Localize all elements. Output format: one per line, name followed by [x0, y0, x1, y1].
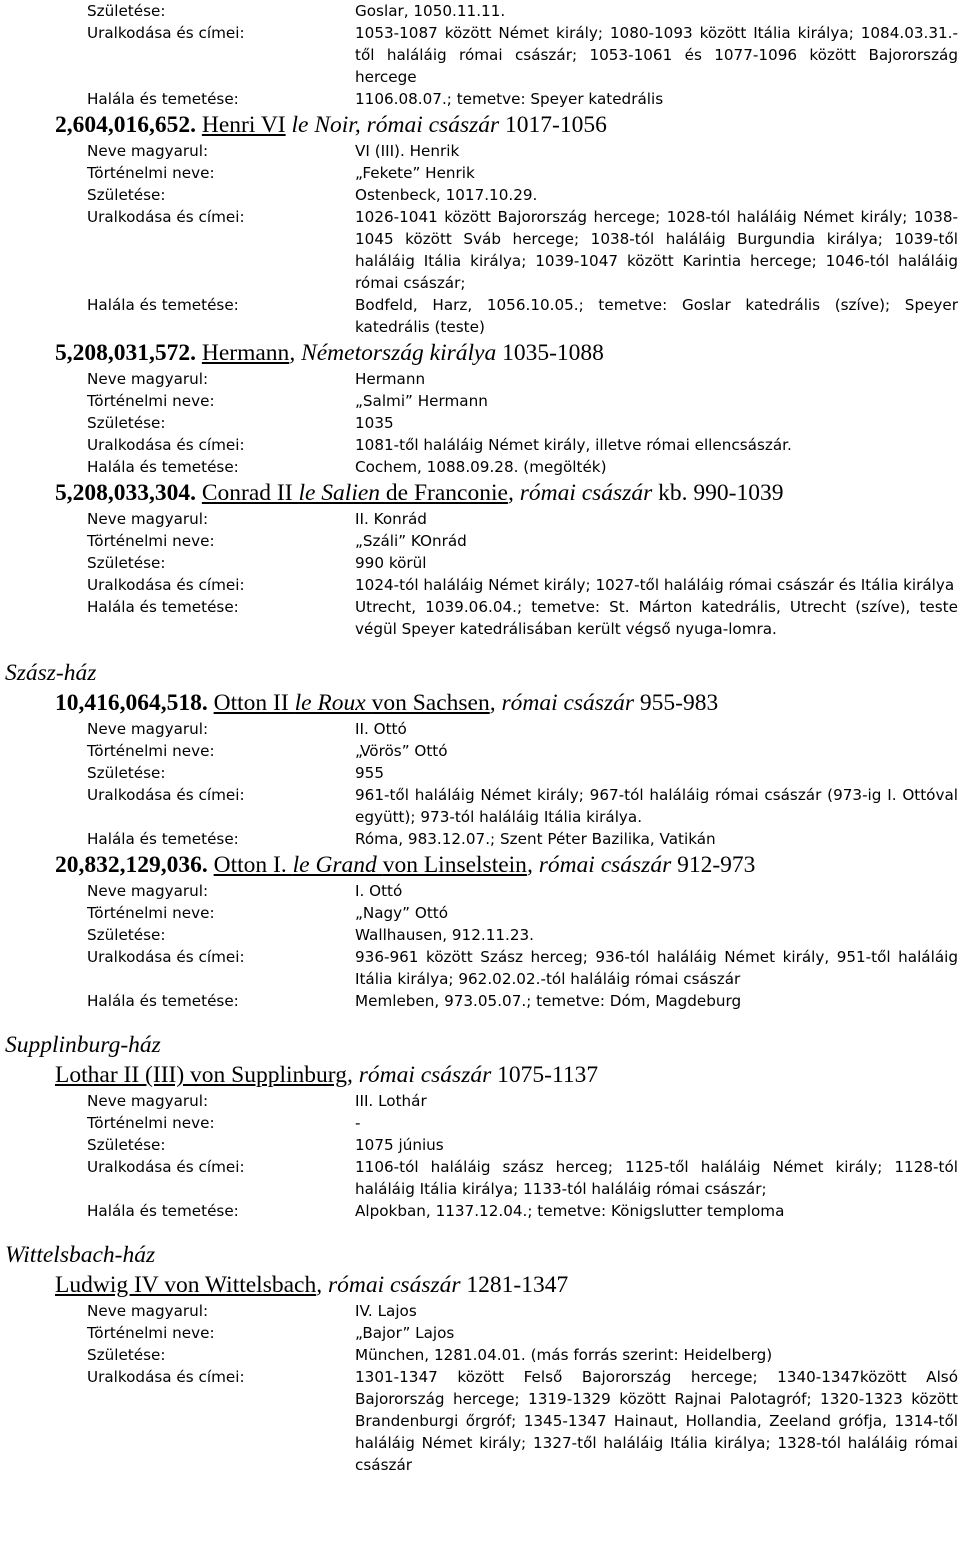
field-row [0, 552, 960, 574]
field-value: 1106-tól haláláig szász herceg; 1125-től haláláig Német király; 1128-tól haláláig Itália királya; 1133-tól haláláig római császár; [355, 1158, 958, 1198]
house-heading: Szász-ház [5, 660, 97, 686]
person-number: 5,208,031,572. [55, 340, 196, 366]
field-value: - [355, 1114, 361, 1132]
person-epithet: le Salien [298, 480, 386, 506]
field-value: I. Ottó [355, 882, 403, 900]
field-label: Neve magyarul: [87, 142, 209, 160]
field-label: Történelmi neve: [87, 904, 215, 922]
person-block [0, 478, 960, 640]
person-name-part: Conrad II [201, 480, 299, 506]
field-row [0, 530, 960, 552]
field-value: „Száli” KOnrád [355, 532, 467, 550]
field-label: Történelmi neve: [87, 742, 215, 760]
person-number: 20,832,129,036. [55, 852, 208, 878]
field-label: Neve magyarul: [87, 370, 209, 388]
field-value: 990 körül [355, 554, 427, 572]
field-label: Neve magyarul: [87, 1092, 209, 1110]
person-name-rest: de Franconie [385, 480, 508, 506]
field-row [0, 456, 960, 478]
field-label: Halála és temetése: [87, 992, 239, 1010]
field-value: 1026-1041 között Bajorország hercege; 1028-tól haláláig Német király; 1038-1045 között Sváb hercege; 1038-tól haláláig Burgundia királya; 1039-től haláláig Itália királya; 1039-1047 között Karintia hercege; 1046-tól haláláig római császár; [355, 208, 958, 292]
spacer [0, 1012, 960, 1030]
field-row [0, 924, 960, 946]
person-years: 1035-1088 [496, 340, 604, 366]
field-value: „Salmi” Hermann [355, 392, 488, 410]
field-row [0, 990, 960, 1012]
field-row [0, 1112, 960, 1134]
field-row [0, 508, 960, 530]
field-value: Goslar, 1050.11.11. [355, 2, 506, 20]
field-label: Születése: [87, 764, 166, 782]
field-row [0, 762, 960, 784]
field-value: 1075 június [355, 1136, 444, 1154]
person-title: , római császár [489, 690, 634, 716]
field-value: 1106.08.07.; temetve: Speyer katedrális [355, 90, 664, 108]
field-value: 1301-1347 között Felső Bajorország hercege; 1340-1347között Alsó Bajorország hercege; 1319-1329 között Rajnai Palotagróf; 1320-1323 között Brandenburgi őrgróf; 1345-1347 Hainaut, Hollandia, Zeeland grófja, 1314-től haláláig Német király; 1327-től haláláig Itália királya; 1328-tól haláláig római császár [355, 1368, 958, 1474]
person-block-top [0, 0, 960, 110]
person-years: kb. 990-1039 [652, 480, 784, 506]
person-name-part: Otton I. [213, 852, 293, 878]
field-row [0, 902, 960, 924]
field-value: „Nagy” Ottó [355, 904, 449, 922]
field-value: 955 [355, 764, 384, 782]
field-label: Születése: [87, 414, 166, 432]
person-name-link[interactable]: Henri VI [201, 112, 286, 138]
field-value: II. Konrád [355, 510, 427, 528]
field-label: Születése: [87, 926, 166, 944]
field-label: Uralkodása és címei: [87, 1368, 245, 1386]
field-row [0, 718, 960, 740]
person-heading [0, 688, 960, 718]
field-label: Születése: [87, 554, 166, 572]
person-title: , római császár [346, 1062, 492, 1088]
field-row [0, 828, 960, 850]
field-row [0, 390, 960, 412]
person-title: , római császár [507, 480, 653, 506]
field-value: „Bajor” Lajos [355, 1324, 455, 1342]
person-name-link[interactable] [214, 690, 490, 716]
person-block [0, 850, 960, 1012]
field-label: Halála és temetése: [87, 296, 239, 314]
field-value: Cochem, 1088.09.28. (megölték) [355, 458, 607, 476]
person-years: 1017-1056 [499, 112, 607, 138]
field-row [0, 1134, 960, 1156]
person-years: 912-973 [671, 852, 756, 878]
field-label: Uralkodása és címei: [87, 948, 245, 966]
field-label: Uralkodása és címei: [87, 786, 245, 804]
field-value: Róma, 983.12.07.; Szent Péter Bazilika, Vatikán [355, 830, 716, 848]
field-label: Születése: [87, 186, 166, 204]
field-value: Alpokban, 1137.12.04.; temetve: Königslutter temploma [355, 1202, 785, 1220]
field-row [0, 784, 960, 828]
field-label: Halála és temetése: [87, 830, 239, 848]
field-value: 936-961 között Szász herceg; 936-tól haláláig Német király, 951-től haláláig Itália királya; 962.02.02.-tól haláláig római császár [355, 948, 958, 988]
field-label: Történelmi neve: [87, 392, 215, 410]
field-value: Utrecht, 1039.06.04.; temetve: St. Márton katedrális, Utrecht (szíve), teste végül Speyer katedrálisában került végső nyuga-lomra. [355, 598, 958, 638]
field-label: Halála és temetése: [87, 458, 239, 476]
person-years: 1075-1137 [491, 1062, 599, 1088]
field-row [0, 434, 960, 456]
field-value: IV. Lajos [355, 1302, 417, 1320]
person-title: , Németország királya [289, 340, 497, 366]
field-value: Bodfeld, Harz, 1056.10.05.; temetve: Goslar katedrális (szíve); Speyer katedrális (teste) [355, 296, 958, 336]
field-value: 1024-tól haláláig Német király; 1027-től haláláig római császár és Itália királya [355, 576, 955, 594]
field-label: Uralkodása és címei: [87, 208, 245, 226]
field-label: Uralkodása és címei: [87, 1158, 245, 1176]
field-value: II. Ottó [355, 720, 407, 738]
field-row [0, 294, 960, 338]
person-name-link[interactable]: Ludwig IV von Wittelsbach [55, 1272, 317, 1298]
person-name-link[interactable] [214, 852, 527, 878]
field-row [0, 946, 960, 990]
field-row [0, 140, 960, 162]
person-title: , római császár [526, 852, 672, 878]
field-label: Halála és temetése: [87, 1202, 239, 1220]
field-row [0, 162, 960, 184]
person-epithet: le Roux [294, 690, 372, 716]
field-label: Uralkodása és címei: [87, 436, 245, 454]
person-name-link[interactable] [202, 480, 508, 506]
field-row [0, 1156, 960, 1200]
field-value: Wallhausen, 912.11.23. [355, 926, 535, 944]
field-value: „Fekete” Henrik [355, 164, 475, 182]
field-row [0, 0, 960, 22]
person-name-rest: von Linselstein [382, 852, 527, 878]
field-row [0, 368, 960, 390]
person-block [0, 338, 960, 478]
field-row [0, 596, 960, 640]
person-name-part: Otton II [213, 690, 295, 716]
field-label: Történelmi neve: [87, 1114, 215, 1132]
field-row [0, 1366, 960, 1476]
field-row [0, 1200, 960, 1222]
field-row [0, 1090, 960, 1112]
person-name-link[interactable]: Hermann [201, 340, 290, 366]
person-heading [0, 1060, 960, 1090]
field-label: Halála és temetése: [87, 90, 239, 108]
field-label: Történelmi neve: [87, 1324, 215, 1342]
field-label: Neve magyarul: [87, 720, 209, 738]
person-number: 2,604,016,652. [55, 112, 196, 138]
person-heading [0, 1270, 960, 1300]
field-label: Neve magyarul: [87, 510, 209, 528]
person-title: , római császár [316, 1272, 461, 1298]
field-value: 1035 [355, 414, 394, 432]
field-value: 1081-től haláláig Német király, illetve római ellencsászár. [355, 436, 792, 454]
field-value: Ostenbeck, 1017.10.29. [355, 186, 538, 204]
person-heading [0, 110, 960, 140]
field-label: Történelmi neve: [87, 532, 215, 550]
house-heading: Supplinburg-ház [5, 1032, 161, 1058]
person-heading [0, 338, 960, 368]
field-row [0, 88, 960, 110]
field-value: Hermann [355, 370, 426, 388]
field-label: Történelmi neve: [87, 164, 215, 182]
field-row [0, 206, 960, 294]
field-label: Születése: [87, 2, 166, 20]
person-block [0, 110, 960, 338]
person-epithet: le Grand [292, 852, 383, 878]
field-row [0, 22, 960, 88]
field-value: 961-től haláláig Német király; 967-tól haláláig római császár (973-ig I. Ottóval együtt); 973-tól haláláig Itália királya. [355, 786, 958, 826]
field-value: 1053-1087 között Német király; 1080-1093 között Itália királya; 1084.03.31.-től haláláig római császár; 1053-1061 és 1077-1096 között Bajorország hercege [355, 24, 958, 86]
field-row [0, 1322, 960, 1344]
field-label: Uralkodása és címei: [87, 576, 245, 594]
person-epithet: le Noir [285, 112, 355, 138]
field-value: Memleben, 973.05.07.; temetve: Dóm, Magdeburg [355, 992, 742, 1010]
person-title: , római császár [354, 112, 500, 138]
person-block [0, 688, 960, 850]
field-row [0, 1300, 960, 1322]
person-block [0, 1060, 960, 1222]
person-name-rest: von Sachsen [371, 690, 490, 716]
field-label: Neve magyarul: [87, 882, 209, 900]
field-value: „Vörös” Ottó [355, 742, 448, 760]
field-label: Neve magyarul: [87, 1302, 209, 1320]
person-number: 10,416,064,518. [55, 690, 208, 716]
field-row [0, 740, 960, 762]
field-label: Születése: [87, 1346, 166, 1364]
field-row [0, 1344, 960, 1366]
house-heading: Wittelsbach-ház [5, 1242, 156, 1268]
field-value: VI (III). Henrik [355, 142, 460, 160]
field-row [0, 574, 960, 596]
field-value: München, 1281.04.01. (más forrás szerint: Heidelberg) [355, 1346, 773, 1364]
field-row [0, 412, 960, 434]
person-number: 5,208,033,304. [55, 480, 196, 506]
spacer [0, 640, 960, 658]
person-block [0, 1270, 960, 1476]
person-years: 1281-1347 [460, 1272, 569, 1298]
field-row [0, 880, 960, 902]
field-label: Uralkodása és címei: [87, 24, 245, 42]
field-label: Születése: [87, 1136, 166, 1154]
spacer [0, 1222, 960, 1240]
field-value: III. Lothár [355, 1092, 427, 1110]
field-row [0, 184, 960, 206]
person-years: 955-983 [634, 690, 719, 716]
person-heading [0, 850, 960, 880]
field-label: Halála és temetése: [87, 598, 239, 616]
person-name-link[interactable]: Lothar II (III) von Supplinburg [55, 1062, 347, 1088]
person-heading [0, 478, 960, 508]
